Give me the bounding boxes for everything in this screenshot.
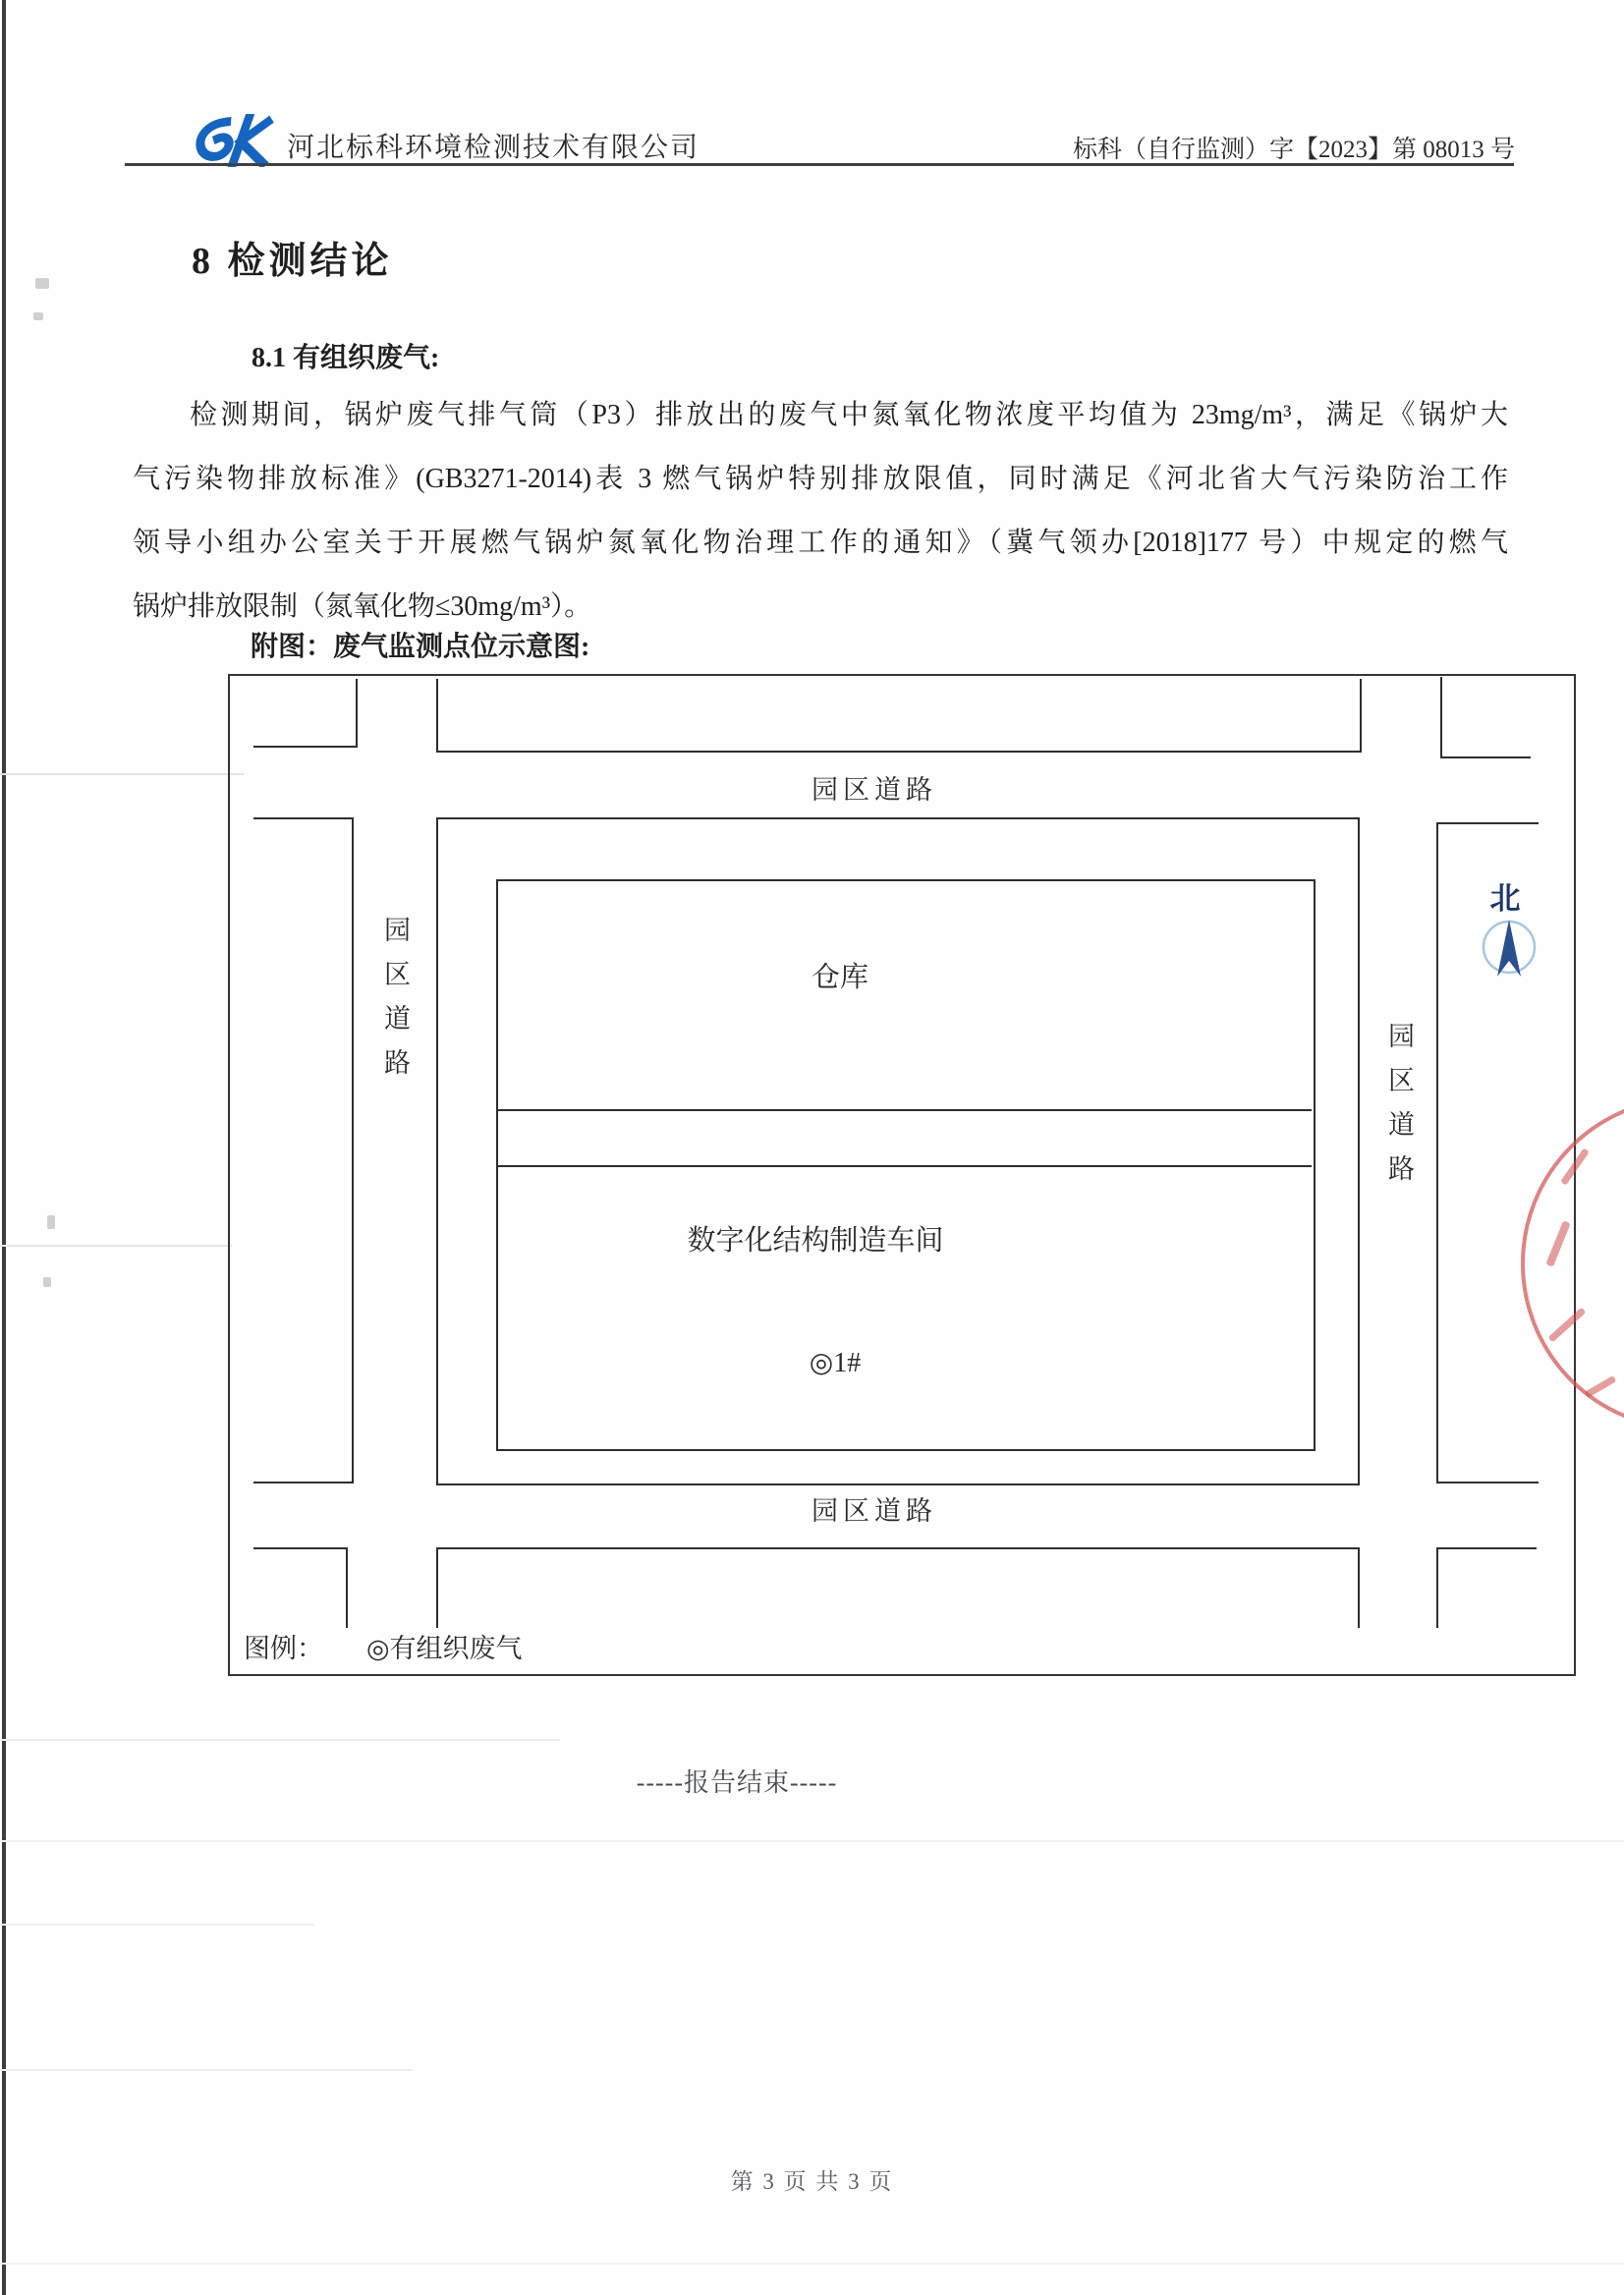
paragraph-line: 检测期间，锅炉废气排气筒（P3）排放出的废气中氮氧化物浓度平均值为 23mg/m³，满足《锅炉大: [190, 400, 1508, 430]
compass-icon: [1478, 918, 1540, 982]
north-label: 北: [1489, 881, 1521, 916]
road-label-top: 园区道路: [812, 775, 937, 805]
scan-artifact: [0, 1245, 232, 1247]
legend-item-organized-exhaust: ◎有组织废气: [366, 1634, 523, 1663]
monitor-point-marker: ◎1#: [809, 1348, 862, 1378]
paragraph-line: 领导小组办公室关于开展燃气锅炉氮氧化物治理工作的通知》（冀气领办[2018]177 号）中规定的燃气: [133, 528, 1508, 558]
scan-edge-line: [2, 0, 6, 2295]
scan-artifact: [0, 773, 244, 775]
scan-artifact: [0, 2263, 1624, 2265]
block-bottom-middle: [436, 1547, 1360, 1628]
figure-caption: 附图：废气监测点位示意图:: [251, 632, 590, 662]
page-number: 第 3 页 共 3 页: [730, 2169, 894, 2194]
company-name: 河北标科环境检测技术有限公司: [287, 133, 700, 163]
building-divider-lower: [496, 1165, 1312, 1167]
scan-speck: [47, 1215, 55, 1229]
header-divider: [125, 163, 1514, 166]
company-logo-icon: [195, 114, 279, 167]
road-label-right: 园区道路: [1384, 1022, 1414, 1199]
block-bottom-right: [1436, 1547, 1537, 1628]
scan-artifact: [0, 1924, 314, 1926]
scan-artifact: [0, 1739, 560, 1741]
paragraph-line: 锅炉排放限制（氮氧化物≤30mg/m³）。: [133, 591, 592, 622]
subsection-title: 8.1 有组织废气:: [252, 343, 440, 373]
legend-title: 图例：: [244, 1634, 323, 1663]
scan-artifact: [0, 1840, 1624, 1842]
workshop-label: 数字化结构制造车间: [687, 1225, 944, 1257]
scan-speck: [43, 1277, 51, 1287]
legend: [244, 1627, 523, 1665]
block-top-left: [253, 679, 358, 748]
report-end-marker: -----报告结束-----: [636, 1768, 838, 1797]
scan-speck: [35, 278, 49, 289]
document-number: 标科（自行监测）字【2023】第 08013 号: [1072, 137, 1515, 163]
section-title: 8 检测结论: [192, 241, 393, 282]
warehouse-label: 仓库: [811, 962, 868, 993]
block-top-right: [1440, 677, 1531, 758]
scan-artifact: [0, 2069, 413, 2071]
paragraph-line: 气污染物排放标准》(GB3271-2014)表 3 燃气锅炉特别排放限值，同时满足《河北省大气污染防治工作: [133, 464, 1508, 494]
building-divider-upper: [496, 1109, 1312, 1111]
block-top-middle: [436, 679, 1362, 753]
road-label-bottom: 园区道路: [812, 1496, 937, 1526]
road-label-left: 园区道路: [380, 916, 410, 1092]
block-left-middle: [253, 817, 354, 1483]
block-bottom-left: [253, 1547, 348, 1628]
scan-speck: [33, 312, 43, 320]
conclusion-paragraph: [133, 383, 1508, 639]
